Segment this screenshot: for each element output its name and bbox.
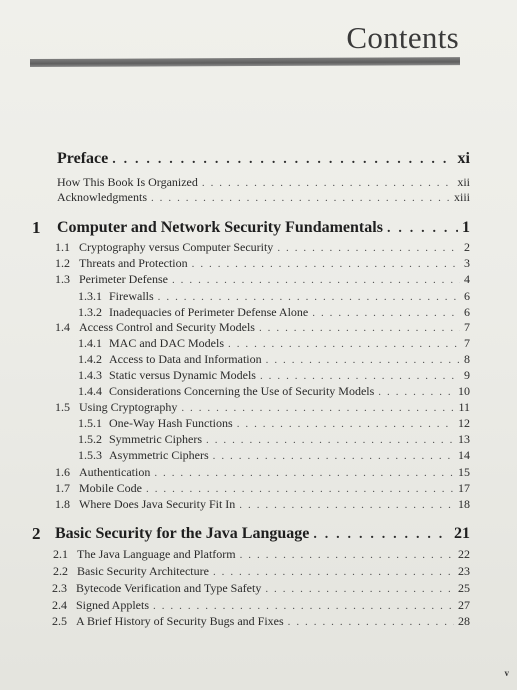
toc-label: Symmetric Ciphers: [109, 432, 202, 446]
toc-number: 1.3.2: [78, 305, 102, 319]
toc-label: Bytecode Verification and Type Safety: [76, 581, 262, 595]
toc-entry[interactable]: [78, 352, 470, 367]
leader-dots: [277, 242, 460, 254]
toc-entry[interactable]: [78, 416, 470, 431]
toc-entry[interactable]: [78, 305, 470, 320]
toc-label: Static versus Dynamic Models: [109, 368, 256, 382]
toc-label: A Brief History of Security Bugs and Fixes: [76, 614, 284, 628]
toc-page: 1: [462, 219, 470, 236]
leader-dots: [213, 566, 454, 578]
toc-entry[interactable]: [52, 598, 470, 613]
toc-page: 17: [458, 481, 470, 495]
toc-number: 1.3: [55, 272, 70, 286]
toc-label: Perimeter Defense: [79, 272, 168, 286]
toc-label: Using Cryptography: [79, 400, 178, 414]
toc-page: 9: [464, 368, 470, 382]
toc-page: 25: [458, 581, 470, 595]
leader-dots: [387, 221, 458, 237]
toc-label: Access to Data and Information: [109, 352, 262, 366]
toc-number: 1.4.1: [78, 336, 102, 350]
toc-number: 1.4.2: [78, 352, 102, 366]
toc-label: Authentication: [79, 465, 151, 479]
toc-number: 1.2: [55, 256, 70, 270]
leader-dots: [151, 192, 450, 204]
leader-dots: [158, 291, 460, 303]
toc-label: Acknowledgments: [57, 190, 147, 204]
leader-dots: [260, 370, 460, 382]
toc-number: 1.5: [55, 400, 70, 414]
leader-dots: [312, 307, 460, 319]
leader-dots: [146, 483, 454, 495]
toc-number: 1.5.3: [78, 448, 102, 462]
leader-dots: [237, 418, 454, 430]
toc-number: 1.6: [55, 465, 70, 479]
leader-dots: [154, 467, 454, 479]
toc-page: 3: [464, 256, 470, 270]
toc-page: 7: [464, 320, 470, 334]
toc-label: Computer and Network Security Fundamentals: [57, 219, 383, 236]
toc-number: 1.3.1: [78, 289, 102, 303]
toc-entry[interactable]: [78, 336, 470, 351]
toc-label: The Java Language and Platform: [77, 547, 236, 561]
toc-number: 2.3: [52, 581, 67, 595]
toc-page: 23: [458, 564, 470, 578]
leader-dots: [288, 616, 454, 628]
toc-page: 12: [458, 416, 470, 430]
toc-preface[interactable]: [57, 150, 470, 168]
toc-page: 6: [464, 289, 470, 303]
chapter-number: 1: [32, 218, 41, 237]
toc-number: 1.5.1: [78, 416, 102, 430]
toc-entry[interactable]: [55, 320, 470, 335]
toc-number: 1.4: [55, 320, 70, 334]
toc-page: 27: [458, 598, 470, 612]
toc-entry[interactable]: [53, 564, 470, 579]
leader-dots: [153, 600, 454, 612]
toc-entry[interactable]: [57, 175, 470, 190]
toc-number: 2.1: [53, 547, 68, 561]
toc-label: Cryptography versus Computer Security: [79, 240, 274, 254]
toc-number: 2.5: [52, 614, 67, 628]
leader-dots: [313, 527, 450, 543]
toc-page: 21: [454, 525, 470, 542]
leader-dots: [213, 450, 454, 462]
toc-label: Basic Security for the Java Language: [55, 525, 310, 542]
toc-number: 2.4: [52, 598, 67, 612]
leader-dots: [259, 322, 460, 334]
toc-page: 2: [464, 240, 470, 254]
toc-label: Where Does Java Security Fit In: [79, 497, 236, 511]
toc-label: Mobile Code: [79, 481, 142, 495]
toc-label: Signed Applets: [76, 598, 150, 612]
toc-label: Access Control and Security Models: [79, 320, 255, 334]
toc-entry[interactable]: [78, 368, 470, 383]
toc-page: 13: [458, 432, 470, 446]
toc-page: xiii: [453, 190, 470, 204]
leader-dots: [181, 402, 454, 414]
toc-entry[interactable]: [53, 547, 470, 562]
page-title: Contents: [346, 20, 459, 55]
title-rule: [30, 57, 460, 67]
toc-page: 7: [464, 336, 470, 350]
leader-dots: [240, 549, 454, 561]
toc-entry[interactable]: [55, 272, 470, 287]
toc-entry[interactable]: [55, 256, 470, 271]
toc-page: 11: [458, 400, 470, 414]
toc-entry[interactable]: [78, 289, 470, 304]
toc-page: 15: [458, 465, 470, 479]
leader-dots: [239, 499, 454, 511]
toc-entry[interactable]: [55, 240, 470, 255]
toc-label: Asymmetric Ciphers: [109, 448, 209, 462]
leader-dots: [192, 258, 460, 270]
toc-label: Basic Security Architecture: [77, 564, 209, 578]
toc-label: Preface: [57, 150, 109, 167]
toc-entry[interactable]: [57, 190, 470, 205]
leader-dots: [112, 152, 453, 168]
toc-number: 1.5.2: [78, 432, 102, 446]
leader-dots: [266, 354, 460, 366]
toc-label: One-Way Hash Functions: [109, 416, 233, 430]
toc-page: 18: [458, 497, 470, 511]
toc-number: 1.7: [55, 481, 70, 495]
toc-page: 28: [458, 614, 470, 628]
toc-page: xii: [457, 175, 470, 189]
toc-label: How This Book Is Organized: [57, 175, 198, 189]
toc-label: Inadequacies of Perimeter Defense Alone: [109, 305, 309, 319]
toc-label: Considerations Concerning the Use of Security Models: [109, 384, 375, 398]
toc-label: Firewalls: [109, 289, 154, 303]
toc-number: 1.1: [55, 240, 70, 254]
page-folio: v: [504, 668, 509, 678]
leader-dots: [172, 274, 460, 286]
toc-entry[interactable]: [55, 465, 470, 480]
toc-page: 10: [458, 384, 470, 398]
toc-entry[interactable]: [52, 581, 470, 596]
toc-entry[interactable]: [78, 384, 470, 399]
leader-dots: [228, 338, 460, 350]
toc-label: MAC and DAC Models: [109, 336, 225, 350]
toc-page: 14: [458, 448, 470, 462]
toc-entry[interactable]: [52, 614, 470, 629]
toc-entry[interactable]: [55, 481, 470, 496]
toc-page: xi: [457, 150, 470, 167]
toc-page: 8: [464, 352, 470, 366]
leader-dots: [202, 177, 453, 189]
toc-number: 1.4.3: [78, 368, 102, 382]
toc-chapter-2[interactable]: [55, 525, 470, 543]
toc-label: Threats and Protection: [79, 256, 188, 270]
toc-page: 6: [464, 305, 470, 319]
toc-chapter-1[interactable]: [57, 219, 470, 237]
toc-number: 1.4.4: [78, 384, 102, 398]
chapter-number: 2: [32, 524, 41, 543]
toc-number: 2.2: [53, 564, 68, 578]
leader-dots: [206, 434, 454, 446]
toc-entry[interactable]: [55, 497, 470, 512]
toc-entry[interactable]: [55, 400, 470, 415]
leader-dots: [265, 583, 454, 595]
toc-number: 1.8: [55, 497, 70, 511]
toc-page: 22: [458, 547, 470, 561]
toc-entry[interactable]: [78, 432, 470, 447]
leader-dots: [378, 386, 454, 398]
toc-page: 4: [464, 272, 470, 286]
toc-entry[interactable]: [78, 448, 470, 463]
